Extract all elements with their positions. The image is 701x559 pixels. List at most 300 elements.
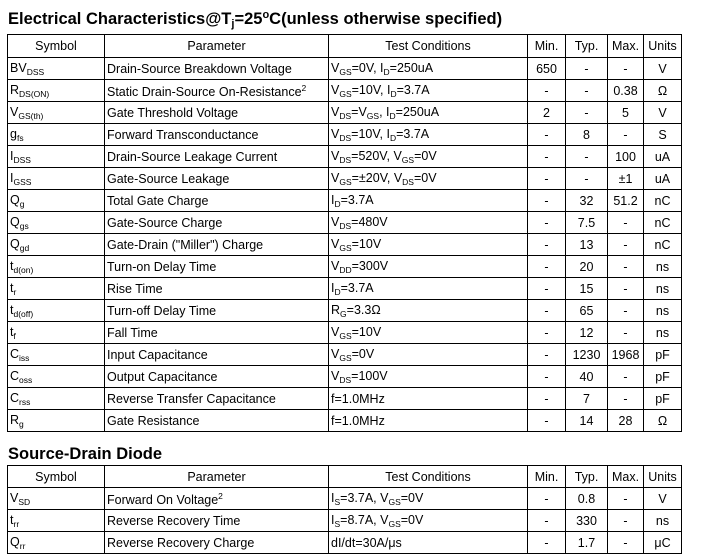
condition-subscript: D	[334, 198, 341, 209]
parameter-text: Forward On Voltage	[107, 492, 219, 507]
header-min: Min.	[528, 466, 566, 488]
condition-subscript: GS	[388, 496, 401, 507]
cell-min: 650	[528, 58, 566, 80]
cell-typ: 1.7	[566, 532, 608, 554]
condition-subscript: DD	[339, 264, 352, 275]
symbol-base: t	[10, 258, 14, 273]
cell-max: -	[608, 532, 644, 554]
parameter-text: Rise Time	[107, 281, 163, 296]
table-row	[8, 532, 682, 554]
cell-symbol	[8, 510, 105, 532]
condition-text: V	[331, 324, 340, 339]
table-row	[8, 388, 682, 410]
cell-max: -	[608, 58, 644, 80]
table-row	[8, 102, 682, 124]
condition-text: =8.7A, V	[340, 512, 389, 527]
cell-min: 2	[528, 102, 566, 124]
cell-min: -	[528, 510, 566, 532]
parameter-text: Fall Time	[107, 325, 158, 340]
condition-subscript: GS	[339, 352, 352, 363]
condition-text: f=1.0MHz	[331, 413, 385, 428]
symbol-base: g	[10, 126, 17, 141]
cell-max: -	[608, 300, 644, 322]
cell-symbol	[8, 124, 105, 146]
cell-min: -	[528, 344, 566, 366]
condition-text: =0V	[351, 346, 375, 361]
cell-typ: 40	[566, 366, 608, 388]
cell-parameter	[105, 322, 329, 344]
cell-parameter	[105, 488, 329, 510]
cell-parameter	[105, 532, 329, 554]
cell-max: -	[608, 322, 644, 344]
cell-typ: 7	[566, 388, 608, 410]
electrical-characteristics-table	[7, 34, 682, 432]
cell-max: 51.2	[608, 190, 644, 212]
cell-parameter	[105, 510, 329, 532]
condition-subscript: DS	[339, 110, 352, 121]
cell-typ: -	[566, 168, 608, 190]
cell-symbol	[8, 190, 105, 212]
cell-max: -	[608, 124, 644, 146]
condition-subscript: GS	[339, 88, 352, 99]
symbol-subscript: d(off)	[13, 308, 34, 319]
symbol-base: I	[10, 170, 14, 185]
parameter-text: Gate Resistance	[107, 413, 200, 428]
cell-parameter	[105, 234, 329, 256]
cell-min: -	[528, 322, 566, 344]
condition-text: =3.3Ω	[346, 302, 381, 317]
parameter-text: Gate-Source Charge	[107, 215, 223, 230]
cell-unit: ns	[644, 256, 682, 278]
condition-text: =10V	[351, 324, 382, 339]
cell-parameter	[105, 212, 329, 234]
cell-max: -	[608, 488, 644, 510]
cell-test-conditions	[329, 388, 528, 410]
symbol-base: C	[10, 346, 20, 361]
cell-unit: ns	[644, 278, 682, 300]
cell-typ: 13	[566, 234, 608, 256]
symbol-base: t	[10, 302, 14, 317]
cell-symbol	[8, 410, 105, 432]
cell-unit: ns	[644, 322, 682, 344]
condition-text: =10V, I	[351, 82, 391, 97]
symbol-base: BV	[10, 60, 27, 75]
cell-symbol	[8, 58, 105, 80]
cell-max: 28	[608, 410, 644, 432]
cell-unit: nC	[644, 190, 682, 212]
cell-test-conditions	[329, 168, 528, 190]
parameter-text: Forward Transconductance	[107, 127, 259, 142]
cell-min: -	[528, 366, 566, 388]
cell-min: -	[528, 168, 566, 190]
symbol-subscript: GSS	[13, 176, 32, 187]
condition-text: =0V	[400, 490, 424, 505]
cell-max: -	[608, 256, 644, 278]
cell-max: -	[608, 366, 644, 388]
condition-text: =0V	[414, 148, 437, 163]
condition-text: =10V, I	[351, 126, 390, 141]
parameter-text: Drain-Source Breakdown Voltage	[107, 61, 292, 76]
cell-typ: 20	[566, 256, 608, 278]
condition-text: V	[331, 236, 340, 251]
cell-symbol	[8, 256, 105, 278]
cell-parameter	[105, 388, 329, 410]
cell-typ: -	[566, 58, 608, 80]
cell-unit: V	[644, 58, 682, 80]
header-max: Max.	[608, 466, 644, 488]
cell-parameter	[105, 410, 329, 432]
cell-symbol	[8, 212, 105, 234]
symbol-subscript: fs	[16, 132, 24, 143]
cell-test-conditions	[329, 510, 528, 532]
cell-typ: -	[566, 146, 608, 168]
cell-min: -	[528, 278, 566, 300]
cell-test-conditions	[329, 212, 528, 234]
cell-unit: S	[644, 124, 682, 146]
condition-subscript: DS	[339, 220, 352, 231]
symbol-base: t	[10, 280, 14, 295]
table-row	[8, 410, 682, 432]
condition-text: I	[331, 192, 335, 207]
parameter-note: 2	[301, 82, 307, 93]
table-row	[8, 80, 682, 102]
table-row	[8, 300, 682, 322]
symbol-subscript: g	[19, 198, 25, 209]
cell-symbol	[8, 388, 105, 410]
symbol-subscript: g	[19, 418, 24, 429]
condition-subscript: D	[334, 286, 341, 297]
condition-subscript: DS	[339, 154, 352, 165]
symbol-base: C	[10, 390, 20, 405]
header-symbol: Symbol	[8, 466, 105, 488]
table-row	[8, 256, 682, 278]
condition-text: V	[331, 60, 340, 75]
parameter-text: Total Gate Charge	[107, 193, 209, 208]
cell-unit: ns	[644, 300, 682, 322]
symbol-base: Q	[10, 534, 20, 549]
header-max: Max.	[608, 35, 644, 58]
table-header-row	[8, 466, 682, 488]
parameter-text: Gate-Drain ("Miller") Charge	[107, 237, 264, 252]
condition-subscript: GS	[339, 176, 352, 187]
condition-subscript: D	[383, 66, 390, 77]
cell-min: -	[528, 146, 566, 168]
cell-typ: 65	[566, 300, 608, 322]
condition-subscript: GS	[339, 66, 352, 77]
cell-min: -	[528, 300, 566, 322]
cell-min: -	[528, 124, 566, 146]
page-title: Electrical $Characteristics@Tj=25^oC(unless$ otherwise specified)	[8, 9, 503, 30]
table-row	[8, 510, 682, 532]
condition-text: V	[331, 104, 340, 119]
cell-unit: ns	[644, 510, 682, 532]
condition-text: =480V	[351, 214, 388, 229]
cell-test-conditions	[329, 234, 528, 256]
cell-max: -	[608, 212, 644, 234]
parameter-text: Turn-on Delay Time	[107, 259, 217, 274]
symbol-subscript: f	[13, 330, 16, 341]
cell-typ: -	[566, 80, 608, 102]
condition-subscript: S	[334, 496, 341, 507]
condition-text: =0V	[413, 170, 437, 185]
cell-unit: nC	[644, 212, 682, 234]
cell-symbol	[8, 322, 105, 344]
cell-test-conditions	[329, 366, 528, 388]
table-row	[8, 278, 682, 300]
symbol-subscript: DS(ON)	[19, 88, 50, 99]
table-row	[8, 190, 682, 212]
condition-subscript: D	[390, 88, 397, 99]
condition-text: =3.7A	[340, 280, 374, 295]
symbol-subscript: GS(th)	[18, 110, 44, 121]
cell-max: -	[608, 510, 644, 532]
cell-test-conditions	[329, 102, 528, 124]
cell-test-conditions	[329, 488, 528, 510]
symbol-base: Q	[10, 192, 20, 207]
parameter-text: Input Capacitance	[107, 347, 208, 362]
section-title-source-drain-diode: Source-Drain Diode	[8, 445, 163, 463]
condition-subscript: D	[389, 110, 396, 121]
symbol-base: C	[10, 368, 20, 383]
cell-min: -	[528, 488, 566, 510]
cell-parameter	[105, 80, 329, 102]
table-row	[8, 234, 682, 256]
table-row	[8, 488, 682, 510]
condition-text: =V	[351, 104, 367, 119]
table-row	[8, 212, 682, 234]
condition-text: I	[331, 512, 335, 527]
cell-symbol	[8, 278, 105, 300]
cell-typ: 15	[566, 278, 608, 300]
header-typ: Typ.	[566, 466, 608, 488]
cell-parameter	[105, 366, 329, 388]
parameter-text: Reverse Recovery Time	[107, 513, 241, 528]
cell-test-conditions	[329, 322, 528, 344]
cell-parameter	[105, 190, 329, 212]
condition-text: V	[331, 82, 340, 97]
table-row	[8, 344, 682, 366]
header-test-conditions: Test Conditions	[329, 35, 528, 58]
header-typ: Typ.	[566, 35, 608, 58]
condition-text: V	[331, 170, 340, 185]
cell-min: -	[528, 256, 566, 278]
symbol-base: I	[10, 148, 14, 163]
condition-text: V	[331, 148, 340, 163]
parameter-text: Reverse Transfer Capacitance	[107, 391, 276, 406]
condition-text: V	[331, 214, 340, 229]
cell-symbol	[8, 366, 105, 388]
table-row	[8, 322, 682, 344]
cell-min: -	[528, 532, 566, 554]
cell-typ: 8	[566, 124, 608, 146]
condition-text: V	[331, 126, 340, 141]
symbol-base: V	[10, 490, 19, 505]
cell-test-conditions	[329, 58, 528, 80]
cell-test-conditions	[329, 124, 528, 146]
condition-text: =3.7A, V	[340, 490, 389, 505]
table-row	[8, 366, 682, 388]
condition-subscript: DS	[402, 176, 414, 187]
cell-symbol	[8, 146, 105, 168]
cell-symbol	[8, 102, 105, 124]
cell-parameter	[105, 58, 329, 80]
condition-subscript: S	[334, 518, 341, 529]
cell-parameter	[105, 124, 329, 146]
cell-min: -	[528, 80, 566, 102]
symbol-subscript: DSS	[26, 66, 45, 77]
cell-symbol	[8, 300, 105, 322]
cell-unit: pF	[644, 366, 682, 388]
cell-unit: Ω	[644, 410, 682, 432]
table-row	[8, 168, 682, 190]
cell-max: 0.38	[608, 80, 644, 102]
condition-text: dI/dt=30A/μs	[331, 535, 402, 550]
condition-subscript: GS	[388, 518, 401, 529]
condition-text: V	[331, 258, 340, 273]
header-units: Units	[644, 35, 682, 58]
header-test-conditions: Test Conditions	[329, 466, 528, 488]
cell-symbol	[8, 532, 105, 554]
parameter-text: Output Capacitance	[107, 369, 218, 384]
condition-subscript: GS	[401, 154, 415, 165]
cell-symbol	[8, 168, 105, 190]
condition-text: =300V	[351, 258, 389, 273]
cell-test-conditions	[329, 344, 528, 366]
symbol-subscript: rss	[19, 396, 31, 407]
cell-max: 1968	[608, 344, 644, 366]
cell-unit: pF	[644, 388, 682, 410]
cell-test-conditions	[329, 410, 528, 432]
condition-text: =0V, I	[351, 60, 384, 75]
cell-unit: uA	[644, 168, 682, 190]
symbol-base: Q	[10, 214, 20, 229]
header-symbol: Symbol	[8, 35, 105, 58]
cell-symbol	[8, 344, 105, 366]
symbol-base: V	[10, 104, 19, 119]
cell-parameter	[105, 102, 329, 124]
cell-min: -	[528, 388, 566, 410]
cell-unit: V	[644, 102, 682, 124]
cell-test-conditions	[329, 80, 528, 102]
condition-text: V	[331, 368, 340, 383]
symbol-subscript: d(on)	[13, 264, 34, 275]
cell-test-conditions	[329, 300, 528, 322]
parameter-text: Turn-off Delay Time	[107, 303, 217, 318]
cell-test-conditions	[329, 256, 528, 278]
cell-parameter	[105, 278, 329, 300]
symbol-subscript: r	[13, 286, 17, 297]
condition-subscript: GS	[339, 242, 352, 253]
cell-min: -	[528, 190, 566, 212]
table-header-row	[8, 35, 682, 58]
symbol-subscript: rr	[19, 540, 26, 551]
condition-text: =3.7A	[396, 126, 430, 141]
symbol-subscript: oss	[19, 374, 33, 385]
cell-max: 100	[608, 146, 644, 168]
cell-unit: uA	[644, 146, 682, 168]
cell-parameter	[105, 146, 329, 168]
cell-typ: 7.5	[566, 212, 608, 234]
symbol-subscript: DSS	[13, 154, 31, 165]
symbol-subscript: SD	[18, 496, 31, 507]
condition-text: =100V	[351, 368, 388, 383]
condition-subscript: GS	[366, 110, 380, 121]
symbol-subscript: gd	[19, 242, 30, 253]
cell-min: -	[528, 234, 566, 256]
cell-typ: 32	[566, 190, 608, 212]
table-row	[8, 146, 682, 168]
condition-text: , I	[379, 104, 390, 119]
cell-test-conditions	[329, 190, 528, 212]
symbol-subscript: gs	[19, 220, 29, 231]
condition-text: =3.7A	[340, 192, 374, 207]
cell-test-conditions	[329, 278, 528, 300]
parameter-text: Drain-Source Leakage Current	[107, 149, 278, 164]
condition-subscript: D	[389, 132, 397, 143]
cell-parameter	[105, 168, 329, 190]
symbol-subscript: iss	[19, 352, 30, 363]
symbol-base: t	[10, 512, 14, 527]
condition-subscript: DS	[339, 132, 352, 143]
condition-text: I	[331, 490, 335, 505]
parameter-text: Gate Threshold Voltage	[107, 105, 239, 120]
condition-subscript: G	[340, 308, 347, 319]
cell-symbol	[8, 80, 105, 102]
condition-text: =0V	[400, 512, 424, 527]
condition-text: V	[331, 346, 340, 361]
header-parameter: Parameter	[105, 35, 329, 58]
source-drain-diode-table	[7, 465, 682, 554]
condition-text: =10V	[351, 236, 382, 251]
cell-max: -	[608, 278, 644, 300]
cell-max: -	[608, 388, 644, 410]
cell-parameter	[105, 256, 329, 278]
table-row	[8, 58, 682, 80]
cell-symbol	[8, 234, 105, 256]
cell-typ: -	[566, 102, 608, 124]
header-parameter: Parameter	[105, 466, 329, 488]
cell-max: -	[608, 234, 644, 256]
symbol-base: R	[10, 412, 20, 427]
condition-subscript: DS	[339, 374, 352, 385]
condition-text: =250uA	[395, 104, 440, 119]
cell-typ: 0.8	[566, 488, 608, 510]
header-units: Units	[644, 466, 682, 488]
parameter-text: Gate-Source Leakage	[107, 171, 230, 186]
cell-test-conditions	[329, 146, 528, 168]
cell-unit: nC	[644, 234, 682, 256]
parameter-text: Static Drain-Source On-Resistance	[107, 84, 302, 99]
condition-text: f=1.0MHz	[331, 391, 385, 406]
symbol-base: t	[10, 324, 14, 339]
symbol-base: Q	[10, 236, 20, 251]
parameter-note: 2	[218, 490, 223, 501]
cell-max: 5	[608, 102, 644, 124]
cell-test-conditions	[329, 532, 528, 554]
cell-typ: 12	[566, 322, 608, 344]
cell-unit: V	[644, 488, 682, 510]
condition-text: I	[331, 280, 335, 295]
condition-text: R	[331, 302, 341, 317]
cell-typ: 14	[566, 410, 608, 432]
cell-parameter	[105, 300, 329, 322]
cell-unit: Ω	[644, 80, 682, 102]
cell-min: -	[528, 410, 566, 432]
condition-text: =±20V, V	[351, 170, 403, 185]
cell-unit: μC	[644, 532, 682, 554]
parameter-text: Reverse Recovery Charge	[107, 535, 255, 550]
symbol-subscript: rr	[13, 518, 20, 529]
